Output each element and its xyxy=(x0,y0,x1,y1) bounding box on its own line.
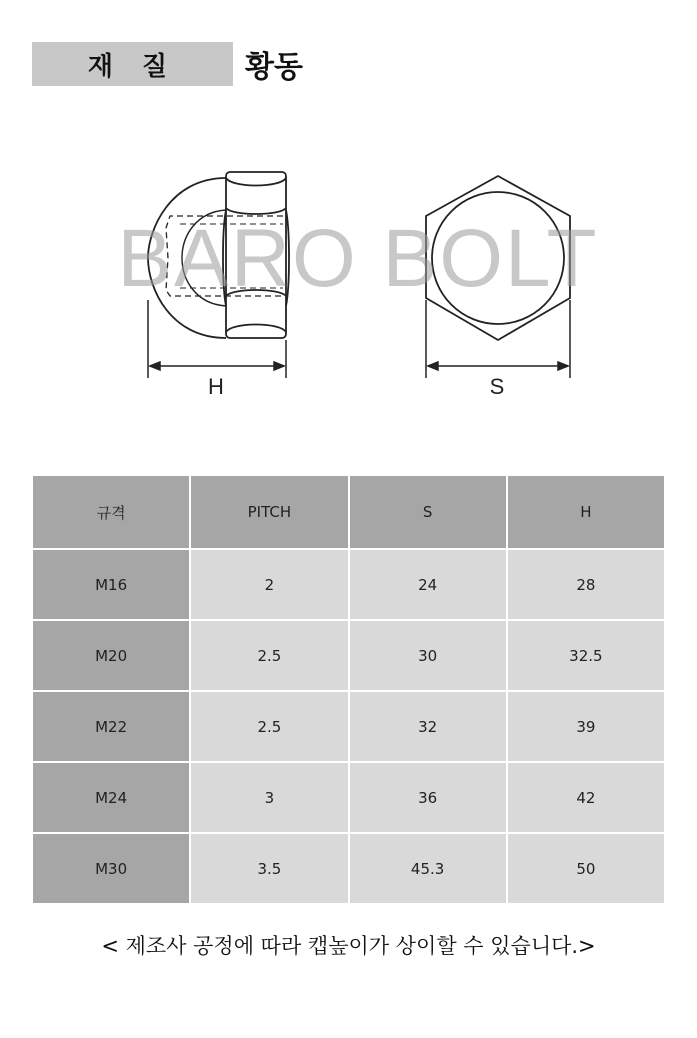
cell-s: 45.3 xyxy=(349,833,507,904)
cell-s: 30 xyxy=(349,620,507,691)
watermark: BARO BOLT xyxy=(117,213,599,304)
cell-h: 32.5 xyxy=(507,620,665,691)
cell-size: M22 xyxy=(32,691,190,762)
manufacturing-note: < 제조사 공정에 따라 캡높이가 상이할 수 있습니다.> xyxy=(101,934,596,958)
cell-h: 50 xyxy=(507,833,665,904)
cell-pitch: 2.5 xyxy=(190,691,348,762)
material-value: 황동 xyxy=(245,50,303,85)
cell-h: 42 xyxy=(507,762,665,833)
header-size: 규격 xyxy=(32,475,190,549)
table-row xyxy=(32,762,665,833)
table-row xyxy=(32,620,665,691)
cell-s: 32 xyxy=(349,691,507,762)
hex-face-top xyxy=(226,178,286,186)
cell-pitch: 3.5 xyxy=(190,833,348,904)
header-pitch: PITCH xyxy=(190,475,348,549)
table-header-row xyxy=(32,475,665,549)
header-h: H xyxy=(507,475,665,549)
cap-nut-drawing xyxy=(0,150,697,410)
cell-size: M20 xyxy=(32,620,190,691)
cell-size: M24 xyxy=(32,762,190,833)
cell-pitch: 2.5 xyxy=(190,620,348,691)
table-row xyxy=(32,549,665,620)
dim-s-label: S xyxy=(489,374,505,399)
cell-pitch: 3 xyxy=(190,762,348,833)
header-s: S xyxy=(349,475,507,549)
cell-size: M30 xyxy=(32,833,190,904)
table-row xyxy=(32,833,665,904)
cell-size: M16 xyxy=(32,549,190,620)
material-label: 재 질 xyxy=(32,42,233,86)
cell-h: 39 xyxy=(507,691,665,762)
cell-s: 24 xyxy=(349,549,507,620)
hex-face-bottom xyxy=(226,325,286,333)
cell-h: 28 xyxy=(507,549,665,620)
dim-h-label: H xyxy=(208,374,224,399)
cell-s: 36 xyxy=(349,762,507,833)
cell-pitch: 2 xyxy=(190,549,348,620)
table-row xyxy=(32,691,665,762)
spec-table xyxy=(31,474,666,905)
